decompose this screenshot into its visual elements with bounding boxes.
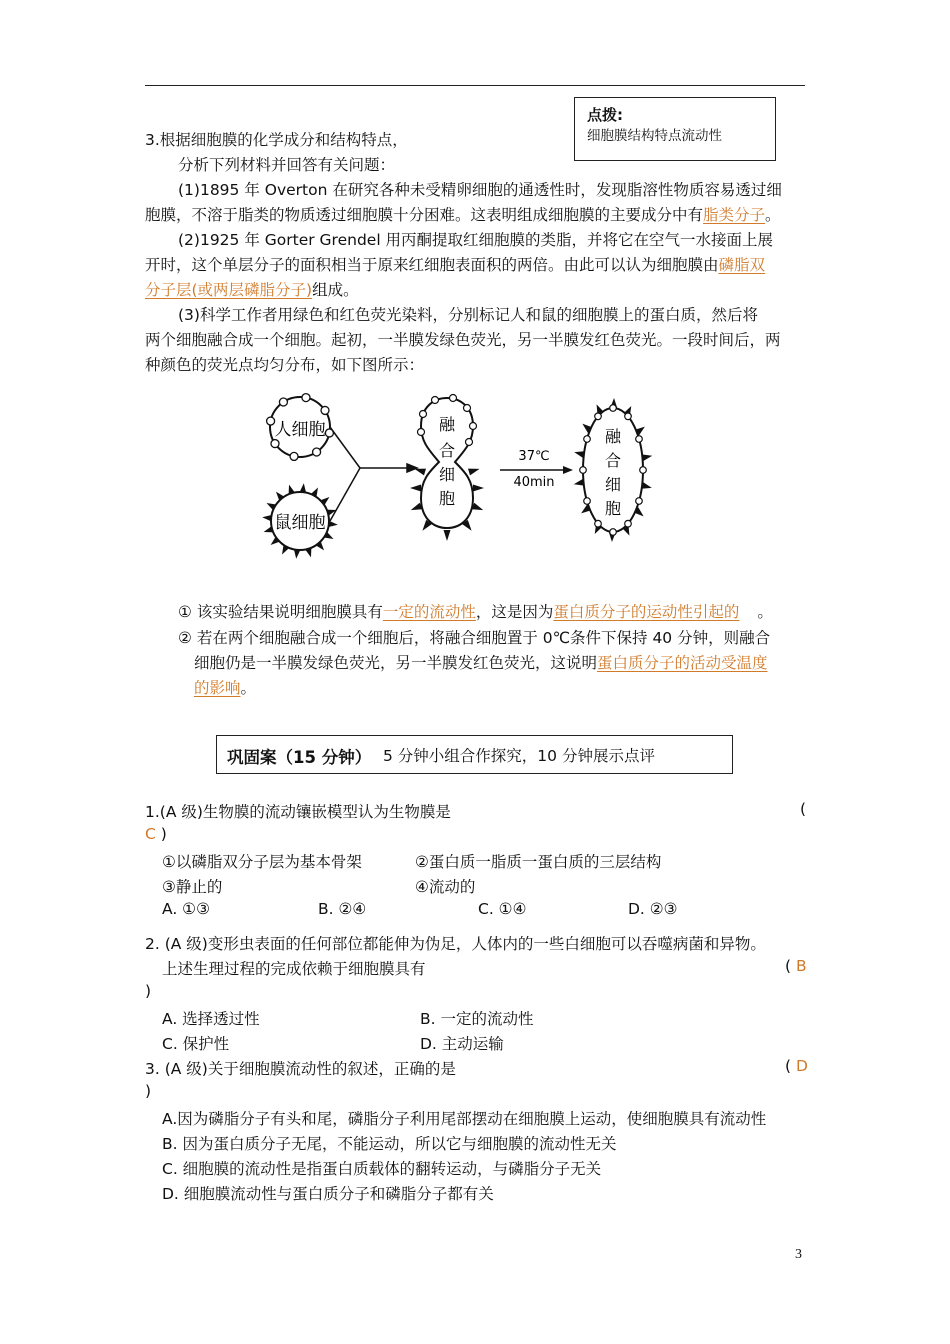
- q3-p3-line3: 种颜色的荧光点均匀分布，如下图所示：: [145, 356, 425, 374]
- membrane-dot: [625, 520, 632, 527]
- ex3-stem: 3. (A 级)关于细胞膜流动性的叙述，正确的是: [145, 1060, 456, 1078]
- membrane-dot: [302, 394, 310, 402]
- ex2-stem-2: 上述生理过程的完成依赖于细胞膜具有: [162, 960, 426, 978]
- conclusion-2-line3: [194, 676, 256, 698]
- ex1-option-a: A. ①③: [162, 900, 210, 918]
- fused-final-char-3: 细: [604, 475, 622, 494]
- membrane-dot: [636, 498, 643, 505]
- membrane-dot: [584, 498, 591, 505]
- fused-cell-initial: [410, 395, 484, 542]
- q3-p1-text: 胞膜，不溶于脂类的物质透过细胞膜十分困难。这表明组成细胞膜的主要成分中有: [145, 206, 704, 224]
- conclusion-2-line1: ② 若在两个细胞融合成一个细胞后，将融合细胞置于 0℃条件下保持 40 分钟，则融合: [178, 629, 771, 647]
- membrane-spike: [444, 530, 451, 541]
- membrane-dot: [418, 429, 425, 436]
- membrane-dot: [420, 411, 427, 418]
- ex2-stem: 2. (A 级)变形虫表面的任何部位都能伸为伪足，人体内的一些白细胞可以吞噬病菌和异物。: [145, 935, 766, 953]
- membrane-dot: [466, 439, 473, 446]
- ex2-answer-paren: [785, 957, 807, 975]
- c1-answer-1: 一定的流动性: [382, 603, 476, 621]
- fused-char-1: 融: [438, 415, 456, 434]
- conclusion-2-line2: [194, 651, 768, 673]
- c2-answer-1: 蛋白质分子的活动受温度: [597, 654, 768, 672]
- q3-p3-line2: 两个细胞融合成一个细胞。起初，一半膜发绿色荧光，另一半膜发红色荧光。一段时间后，两: [145, 331, 781, 349]
- fused-char-4: 胞: [438, 489, 456, 508]
- ex1-statement-4: ④流动的: [415, 878, 476, 896]
- q3-p1-line2: [145, 203, 781, 225]
- c2-answer-2: 的影响: [194, 679, 241, 697]
- membrane-dot: [432, 397, 439, 404]
- q3-p2-end: 组成。: [312, 281, 359, 299]
- fused-cell-final: [574, 398, 652, 542]
- membrane-dot: [321, 406, 329, 414]
- ex2-answer: B: [796, 957, 807, 975]
- q3-subtitle: 分析下列材料并回答有关问题：: [178, 156, 396, 174]
- ex1-option-c: C. ①④: [478, 900, 527, 918]
- fused-char-2: 合: [438, 441, 456, 460]
- ex2-option-d: D. 主动运输: [420, 1035, 504, 1053]
- conclusion-1: [178, 600, 773, 622]
- ex1-statement-1: ①以磷脂双分子层为基本骨架: [162, 853, 362, 871]
- ex1-stem: 1.(A 级)生物膜的流动镶嵌模型认为生物膜是: [145, 803, 451, 821]
- membrane-dot: [313, 448, 321, 456]
- ex3-option-b: B. 因为蛋白质分子无尾，不能运动，所以它与细胞膜的流动性无关: [162, 1135, 617, 1153]
- q3-p2-answer-2: 分子层(或两层磷脂分子): [145, 281, 313, 299]
- membrane-dot: [640, 467, 647, 474]
- ex3-option-c: C. 细胞膜的流动性是指蛋白质载体的翻转运动，与磷脂分子无关: [162, 1160, 602, 1178]
- c2-text: 细胞仍是一半膜发绿色荧光，另一半膜发红色荧光，这说明: [194, 654, 598, 672]
- q3-p2-answer-1: 磷脂双: [718, 256, 766, 274]
- membrane-dot: [610, 529, 617, 536]
- cell-fusion-figure: [255, 380, 675, 580]
- merge-arrow: [330, 427, 417, 521]
- consolidation-title: 巩固案（15 分钟）: [227, 748, 372, 767]
- fused-final-char-2: 合: [604, 451, 622, 470]
- consolidation-desc: 5 分钟小组合作探究，10 分钟展示点评: [383, 747, 655, 765]
- ex2-paren-close: ): [145, 982, 152, 1000]
- ex2-option-c: C. 保护性: [162, 1035, 230, 1053]
- membrane-dot: [625, 413, 632, 420]
- ex3-answer-paren: [785, 1057, 808, 1075]
- c1-end: 。: [757, 603, 773, 621]
- tip-box: [574, 97, 776, 161]
- membrane-dot: [580, 467, 587, 474]
- membrane-dot: [584, 436, 591, 443]
- membrane-spike: [473, 485, 484, 492]
- condition-arrow: [500, 449, 573, 490]
- ex3-paren-open: (: [785, 1057, 792, 1075]
- ex2-option-a: A. 选择透过性: [162, 1010, 260, 1028]
- membrane-dot: [290, 452, 298, 460]
- header-rule: [145, 85, 805, 86]
- membrane-dot: [464, 405, 471, 412]
- ex3-option-d: D. 细胞膜流动性与蛋白质分子和磷脂分子都有关: [162, 1185, 494, 1203]
- ex2-paren-open: (: [785, 957, 792, 975]
- membrane-dot: [636, 436, 643, 443]
- fused-final-char-1: 融: [604, 427, 622, 446]
- membrane-spike: [414, 469, 426, 476]
- membrane-spike: [410, 485, 421, 492]
- ex1-paren-close: ): [160, 825, 167, 843]
- mouse-cell-label: 鼠细胞: [274, 513, 326, 533]
- fused-final-char-4: 胞: [604, 499, 622, 518]
- mouse-cell: [262, 483, 338, 559]
- ex1-statement-3: ③静止的: [162, 878, 223, 896]
- ex2-option-b: B. 一定的流动性: [420, 1010, 534, 1028]
- membrane-dot: [279, 398, 287, 406]
- ex1-paren-open: (: [800, 800, 807, 818]
- ex1-option-d: D. ②③: [628, 900, 678, 918]
- c1-answer-2: 蛋白质分子的运动性引起的: [553, 603, 740, 621]
- q3-p1-line1: (1)1895 年 Overton 在研究各种未受精卵细胞的通透性时，发现脂溶性物质容易透过细: [178, 181, 782, 199]
- ex1-answer: C: [145, 825, 156, 843]
- human-cell: [267, 394, 334, 461]
- q3-p2-line1: (2)1925 年 Gorter Grendel 用丙酮提取红细胞膜的类脂，并将它在空气一水接面上展: [178, 231, 774, 249]
- q3-p1-answer: 脂类分子: [703, 206, 766, 224]
- c1-mid: ，这是因为: [475, 603, 554, 621]
- c2-end: 。: [240, 679, 257, 697]
- membrane-dot: [267, 417, 275, 425]
- ex3-option-a: A.因为磷脂分子有头和尾，磷脂分子利用尾部摆动在细胞膜上运动，使细胞膜具有流动性: [162, 1110, 767, 1128]
- membrane-dot: [450, 395, 457, 402]
- membrane-spike: [468, 469, 480, 476]
- q3-p2-line2: [145, 253, 765, 275]
- tip-title: 点拨:: [587, 106, 623, 124]
- membrane-dot: [595, 413, 602, 420]
- ex1-answer-line: [145, 825, 167, 843]
- ex1-option-b: B. ②④: [318, 900, 367, 918]
- condition-temp: 37℃: [518, 449, 550, 464]
- q3-p2-text: 开时，这个单层分子的面积相当于原来红细胞表面积的两倍。由此可以认为细胞膜由: [145, 256, 719, 274]
- membrane-dot: [470, 423, 477, 430]
- human-cell-label: 人细胞: [274, 420, 326, 440]
- ex3-paren-close: ): [145, 1082, 152, 1100]
- ex1-statement-2: ②蛋白质一脂质一蛋白质的三层结构: [415, 853, 662, 871]
- membrane-dot: [271, 440, 279, 448]
- ex3-answer: D: [796, 1057, 808, 1075]
- membrane-dot: [595, 520, 602, 527]
- consolidation-header: [216, 735, 733, 774]
- q3-p1-end: 。: [765, 206, 781, 224]
- condition-time: 40min: [513, 475, 555, 490]
- page-number: 3: [795, 1247, 802, 1262]
- membrane-dot: [610, 405, 617, 412]
- q3-p3-line1: (3)科学工作者用绿色和红色荧光染料，分别标记人和鼠的细胞膜上的蛋白质，然后将: [178, 306, 758, 324]
- q3-title: 3.根据细胞膜的化学成分和结构特点，: [145, 131, 408, 149]
- c1-pre: ① 该实验结果说明细胞膜具有: [178, 603, 383, 621]
- q3-p2-line3: [145, 278, 359, 300]
- tip-text: 细胞膜结构特点流动性: [587, 128, 722, 144]
- fused-char-3: 细: [438, 465, 456, 484]
